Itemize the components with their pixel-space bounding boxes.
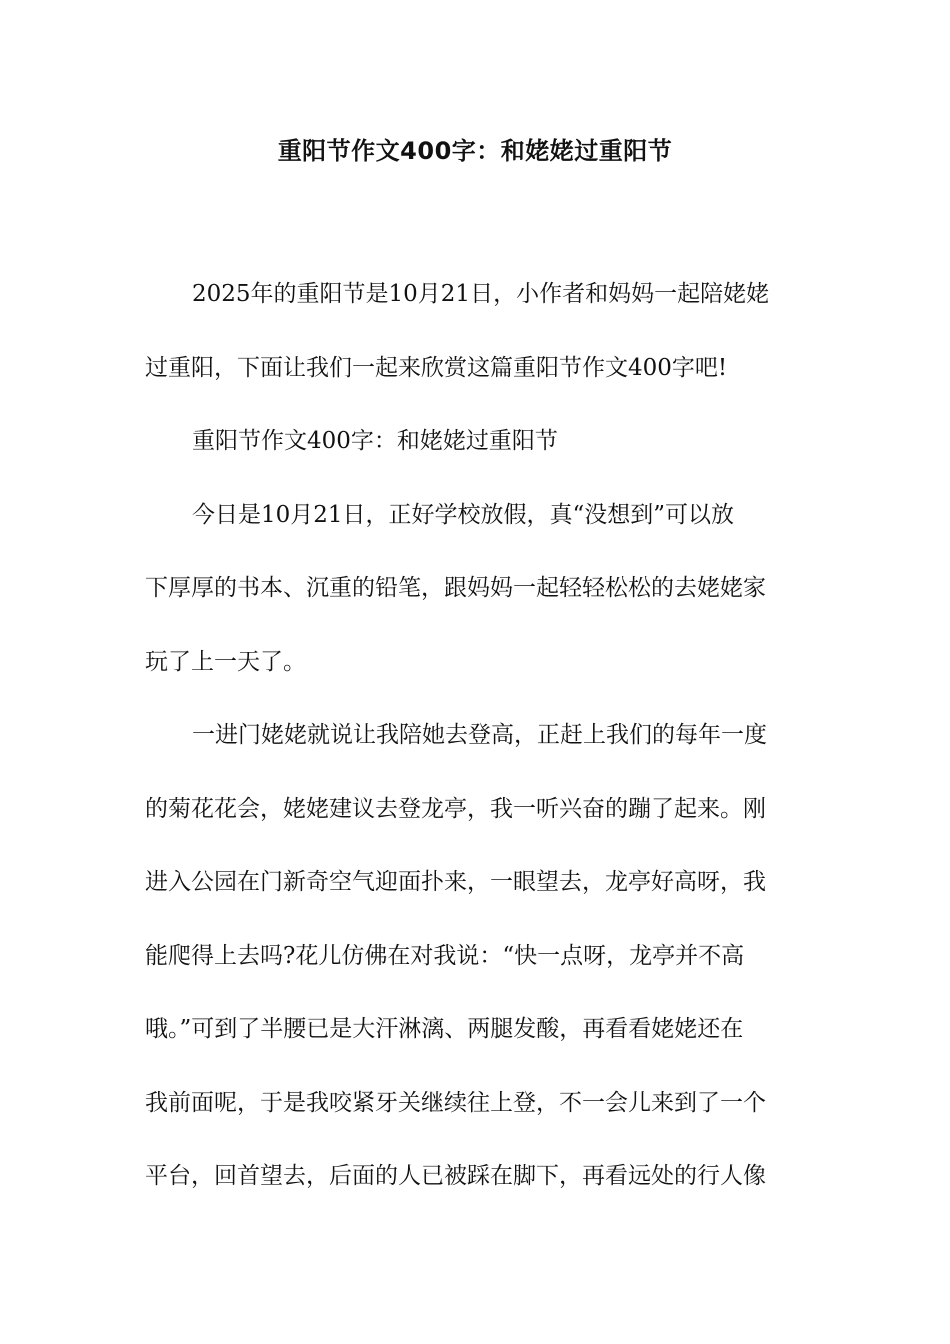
document-body [145,258,815,1214]
text-line: 今日是10月21日，正好学校放假，真“没想到”可以放 [192,501,735,528]
text-line: 平台，回首望去，后面的人已被踩在脚下，再看远处的行人像 [145,1163,766,1189]
text-line: 一进门姥姥就说让我陪她去登高，正赶上我们的每年一度 [192,722,767,748]
document-title: 重阳节作文400字：和姥姥过重阳节 [277,137,673,165]
text-line: 过重阳，下面让我们一起来欣赏这篇重阳节作文400字吧! [145,354,728,381]
text-line: 下厚厚的书本、沉重的铅笔，跟妈妈一起轻轻松松的去姥姥家 [145,575,766,601]
text-line: 我前面呢，于是我咬紧牙关继续往上登，不一会儿来到了一个 [145,1089,766,1116]
text-line: 2025年的重阳节是10月21日，小作者和妈妈一起陪姥姥 [192,281,770,307]
text-line: 进入公园在门新奇空气迎面扑来，一眼望去，龙亭好高呀，我 [145,869,766,895]
text-line: 能爬得上去吗?花儿仿佛在对我说：“快一点呀，龙亭并不高 [145,942,745,969]
text-line: 玩了上一天了。 [145,648,306,675]
text-line: 哦。”可到了半腰已是大汗淋漓、两腿发酸，再看看姥姥还在 [145,1016,744,1042]
text-line: 重阳节作文400字：和姥姥过重阳节 [192,428,558,454]
text-line: 的菊花花会，姥姥建议去登龙亭，我一听兴奋的蹦了起来。刚 [145,795,766,822]
